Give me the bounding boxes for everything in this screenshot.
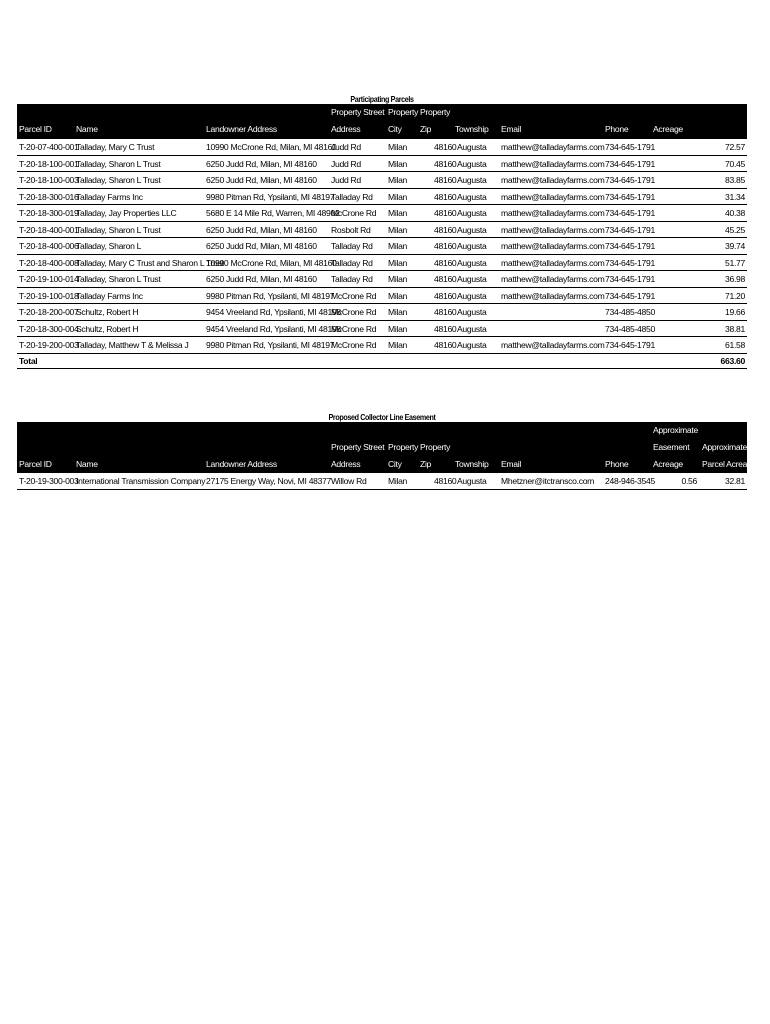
cell-zip: 48160	[434, 241, 457, 251]
cell-zip: 48160	[434, 142, 457, 152]
table-row	[17, 304, 747, 321]
cell-street: Judd Rd	[331, 158, 361, 169]
header-row-2	[17, 121, 747, 138]
cell-name: Talladay, Sharon L	[76, 241, 142, 251]
cell-parcel-id: T-20-18-400-001	[19, 224, 79, 235]
table-row	[17, 156, 747, 173]
participating-header	[17, 104, 747, 139]
cell-landowner-address: 9454 Vreeland Rd, Ypsilanti, MI 48198	[206, 307, 341, 317]
c-header-zip-line2: Zip	[420, 459, 432, 469]
cell-street: McCrone Rd	[331, 290, 377, 301]
cell-landowner-address: 6250 Judd Rd, Milan, MI 48160	[206, 241, 317, 251]
cell-zip: 48160	[434, 175, 457, 185]
participating-parcels-title: Participating Parcels	[350, 94, 414, 104]
cell-phone: 734-485-4850	[605, 323, 655, 334]
cell-zip: 48160	[434, 476, 457, 486]
cell-parcel-id: T-20-18-400-006	[19, 241, 79, 251]
table-row	[17, 255, 747, 272]
cell-landowner-address: 5680 E 14 Mile Rd, Warren, MI 48902	[206, 208, 340, 218]
cell-parcel-id: T-20-19-100-018	[19, 290, 79, 301]
c-header-row-2	[17, 439, 747, 456]
cell-landowner-address: 6250 Judd Rd, Milan, MI 48160	[206, 175, 317, 185]
cell-city: Milan	[388, 476, 408, 486]
cell-name: Talladay, Jay Properties LLC	[76, 208, 177, 218]
cell-parcel-id: T-20-18-100-003	[19, 175, 79, 185]
c-header-township: Township	[455, 459, 489, 469]
cell-zip: 48160	[434, 307, 457, 317]
cell-phone: 734-645-1791	[605, 158, 655, 169]
cell-landowner-address: 6250 Judd Rd, Milan, MI 48160	[206, 224, 317, 235]
cell-city: Milan	[388, 340, 408, 350]
cell-street: McCrone Rd	[331, 323, 377, 334]
cell-zip: 48160	[434, 257, 457, 268]
c-header-parcel-id: Parcel ID	[19, 459, 52, 469]
cell-name: International Transmission Company	[76, 476, 206, 486]
cell-acreage: 19.66	[724, 307, 745, 317]
cell-township: Augusta	[457, 158, 487, 169]
cell-acreage: 72.57	[724, 142, 745, 152]
cell-zip: 48160	[434, 224, 457, 235]
cell-city: Milan	[388, 274, 408, 284]
cell-email: matthew@talladayfarms.com	[501, 208, 605, 218]
cell-landowner-address: 6250 Judd Rd, Milan, MI 48160	[206, 158, 317, 169]
table-row	[17, 288, 747, 305]
cell-street: McCrone Rd	[331, 340, 377, 350]
cell-acreage: 51.77	[724, 257, 745, 268]
cell-email: matthew@talladayfarms.com	[501, 191, 605, 202]
participating-rows	[17, 139, 747, 354]
cell-landowner-address: 9980 Pitman Rd, Ypsilanti, MI 48197	[206, 340, 335, 350]
cell-township: Augusta	[457, 191, 487, 202]
c-header-name: Name	[76, 459, 98, 469]
cell-city: Milan	[388, 241, 408, 251]
cell-acreage: 61.58	[724, 340, 745, 350]
cell-name: Talladay, Matthew T & Melissa J	[76, 340, 189, 350]
cell-phone: 734-645-1791	[605, 142, 655, 152]
cell-township: Augusta	[457, 340, 487, 350]
cell-email: matthew@talladayfarms.com	[501, 158, 605, 169]
cell-city: Milan	[388, 142, 408, 152]
total-value: 663.60	[720, 355, 745, 366]
cell-landowner-address: 9454 Vreeland Rd, Ypsilanti, MI 48198	[206, 323, 341, 334]
cell-township: Augusta	[457, 274, 487, 284]
cell-name: Schultz, Robert H	[76, 307, 139, 317]
header-landowner-address: Landowner Address	[206, 123, 277, 134]
cell-city: Milan	[388, 158, 408, 169]
cell-township: Augusta	[457, 307, 487, 317]
cell-street: Talladay Rd	[331, 191, 373, 202]
cell-street: Talladay Rd	[331, 241, 373, 251]
cell-acreage: 39.74	[724, 241, 745, 251]
total-label: Total	[19, 355, 38, 366]
cell-street: Willow Rd	[331, 476, 367, 486]
cell-phone: 248-946-3545	[605, 476, 655, 486]
header-city-line1: Property	[388, 107, 419, 117]
table-row	[17, 321, 747, 338]
cell-township: Augusta	[457, 323, 487, 334]
c-header-parcel-acreage-line1: Approximate	[702, 442, 747, 452]
table-row	[17, 139, 747, 156]
cell-acreage: 83.85	[724, 175, 745, 185]
header-row-1	[17, 104, 747, 121]
cell-city: Milan	[388, 224, 408, 235]
cell-street: McCrone Rd	[331, 208, 377, 218]
cell-landowner-address: 27175 Energy Way, Novi, MI 48377	[206, 476, 332, 486]
c-header-city-line1: Property	[388, 442, 419, 452]
cell-township: Augusta	[457, 290, 487, 301]
table-row	[17, 205, 747, 222]
c-header-street-line1: Property Street	[331, 442, 385, 452]
cell-name: Talladay Farms Inc	[76, 191, 143, 202]
cell-email: matthew@talladayfarms.com	[501, 175, 605, 185]
cell-township: Augusta	[457, 476, 487, 486]
collector-rows	[17, 473, 747, 490]
cell-street: Rosbolt Rd	[331, 224, 371, 235]
cell-zip: 48160	[434, 323, 457, 334]
cell-name: Talladay Farms Inc	[76, 290, 143, 301]
c-header-city-line2: City	[388, 459, 402, 469]
header-city-line2: City	[388, 123, 402, 134]
cell-landowner-address: 6250 Judd Rd, Milan, MI 48160	[206, 274, 317, 284]
cell-township: Augusta	[457, 142, 487, 152]
cell-acreage: 45.25	[724, 224, 745, 235]
cell-acreage: 71.20	[724, 290, 745, 301]
participating-parcels-table	[17, 94, 747, 369]
cell-phone: 734-645-1791	[605, 257, 655, 268]
table-row	[17, 271, 747, 288]
cell-acreage: 38.81	[724, 323, 745, 334]
cell-parcel-id: T-20-18-100-001	[19, 158, 79, 169]
cell-acreage: 31.34	[724, 191, 745, 202]
cell-email: matthew@talladayfarms.com	[501, 224, 605, 235]
header-township: Township	[455, 123, 489, 134]
cell-zip: 48160	[434, 208, 457, 218]
cell-phone: 734-645-1791	[605, 175, 655, 185]
cell-zip: 48160	[434, 340, 457, 350]
header-zip-line1: Property	[420, 107, 451, 117]
cell-parcel-id: T-20-18-300-019	[19, 208, 79, 218]
cell-parcel-id: T-20-19-100-014	[19, 274, 79, 284]
table-row	[17, 238, 747, 255]
cell-name: Talladay, Sharon L Trust	[76, 274, 161, 284]
cell-street: Talladay Rd	[331, 257, 373, 268]
cell-phone: 734-485-4850	[605, 307, 655, 317]
cell-name: Talladay, Sharon L Trust	[76, 224, 161, 235]
cell-city: Milan	[388, 208, 408, 218]
cell-city: Milan	[388, 175, 408, 185]
cell-email: matthew@talladayfarms.com	[501, 340, 605, 350]
table-row	[17, 222, 747, 239]
collector-easement-table	[17, 412, 757, 490]
cell-zip: 48160	[434, 274, 457, 284]
cell-email: matthew@talladayfarms.com	[501, 257, 605, 268]
cell-township: Augusta	[457, 224, 487, 235]
cell-parcel-id: T-20-07-400-001	[19, 142, 79, 152]
c-header-landowner-address: Landowner Address	[206, 459, 277, 469]
cell-name: Schultz, Robert H	[76, 323, 139, 334]
cell-easement-acreage: 0.56	[681, 476, 697, 486]
cell-name: Talladay, Sharon L Trust	[76, 158, 161, 169]
cell-acreage: 36.98	[724, 274, 745, 284]
c-header-easement-line2: Easement	[653, 442, 690, 452]
c-header-phone: Phone	[605, 459, 629, 469]
cell-street: McCrone Rd	[331, 307, 377, 317]
cell-parcel-id: T-20-18-300-016	[19, 191, 79, 202]
header-name: Name	[76, 123, 98, 134]
cell-city: Milan	[388, 257, 408, 268]
c-header-easement-line1: Approximate	[653, 425, 698, 435]
cell-landowner-address: 9980 Pitman Rd, Ypsilanti, MI 48197	[206, 290, 335, 301]
cell-street: Judd Rd	[331, 175, 361, 185]
header-acreage: Acreage	[653, 123, 683, 134]
cell-township: Augusta	[457, 208, 487, 218]
c-header-zip-line1: Property	[420, 442, 451, 452]
cell-acreage: 40.38	[724, 208, 745, 218]
cell-parcel-id: T-20-18-300-004	[19, 323, 79, 334]
cell-phone: 734-645-1791	[605, 290, 655, 301]
cell-parcel-id: T-20-19-300-003	[19, 476, 79, 486]
cell-landowner-address: 9980 Pitman Rd, Ypsilanti, MI 48197	[206, 191, 335, 202]
header-zip-line2: Zip	[420, 123, 432, 134]
cell-parcel-id: T-20-18-200-007	[19, 307, 79, 317]
cell-phone: 734-645-1791	[605, 191, 655, 202]
header-phone: Phone	[605, 123, 629, 134]
header-street-line1: Property Street	[331, 107, 385, 117]
cell-parcel-id: T-20-18-400-008	[19, 257, 79, 268]
cell-phone: 734-645-1791	[605, 224, 655, 235]
cell-parcel-acreage: 32.81	[724, 476, 745, 486]
cell-name: Talladay, Mary C Trust	[76, 142, 155, 152]
c-header-easement-line3: Acreage	[653, 459, 683, 469]
cell-name: Talladay, Sharon L Trust	[76, 175, 161, 185]
cell-township: Augusta	[457, 241, 487, 251]
cell-landowner-address: 10990 McCrone Rd, Milan, MI 48160	[206, 142, 337, 152]
cell-city: Milan	[388, 307, 408, 317]
cell-city: Milan	[388, 191, 408, 202]
cell-name: Talladay, Mary C Trust and Sharon L Trust	[76, 257, 224, 268]
cell-phone: 734-645-1791	[605, 241, 655, 251]
cell-phone: 734-645-1791	[605, 340, 655, 350]
cell-parcel-id: T-20-19-200-003	[19, 340, 79, 350]
table-row	[17, 172, 747, 189]
cell-email: matthew@talladayfarms.com	[501, 290, 605, 301]
cell-city: Milan	[388, 323, 408, 334]
header-email: Email	[501, 123, 521, 134]
cell-zip: 48160	[434, 290, 457, 301]
cell-phone: 734-645-1791	[605, 208, 655, 218]
collector-easement-title: Proposed Collector Line Easement	[328, 412, 436, 422]
cell-township: Augusta	[457, 257, 487, 268]
c-header-street-line2: Address	[331, 459, 361, 469]
header-parcel-id: Parcel ID	[19, 123, 52, 134]
cell-landowner-address: 10990 McCrone Rd, Milan, MI 48160	[206, 257, 337, 268]
cell-street: Judd Rd	[331, 142, 361, 152]
c-header-parcel-acreage-line2: Parcel Acreage	[702, 459, 757, 469]
cell-email: matthew@talladayfarms.com	[501, 241, 605, 251]
total-row	[17, 354, 747, 369]
cell-email: matthew@talladayfarms.com	[501, 274, 605, 284]
cell-street: Talladay Rd	[331, 274, 373, 284]
c-header-row-1	[17, 422, 747, 439]
cell-zip: 48160	[434, 158, 457, 169]
table-row	[17, 473, 747, 490]
cell-acreage: 70.45	[724, 158, 745, 169]
table-row	[17, 189, 747, 206]
cell-phone: 734-645-1791	[605, 274, 655, 284]
c-header-email: Email	[501, 459, 521, 469]
table-row	[17, 337, 747, 354]
header-street-line2: Address	[331, 123, 361, 134]
cell-zip: 48160	[434, 191, 457, 202]
cell-email: Mhetzner@itctransco.com	[501, 476, 595, 486]
cell-city: Milan	[388, 290, 408, 301]
cell-email: matthew@talladayfarms.com	[501, 142, 605, 152]
c-header-row-3	[17, 456, 757, 473]
cell-township: Augusta	[457, 175, 487, 185]
collector-header	[17, 422, 757, 473]
